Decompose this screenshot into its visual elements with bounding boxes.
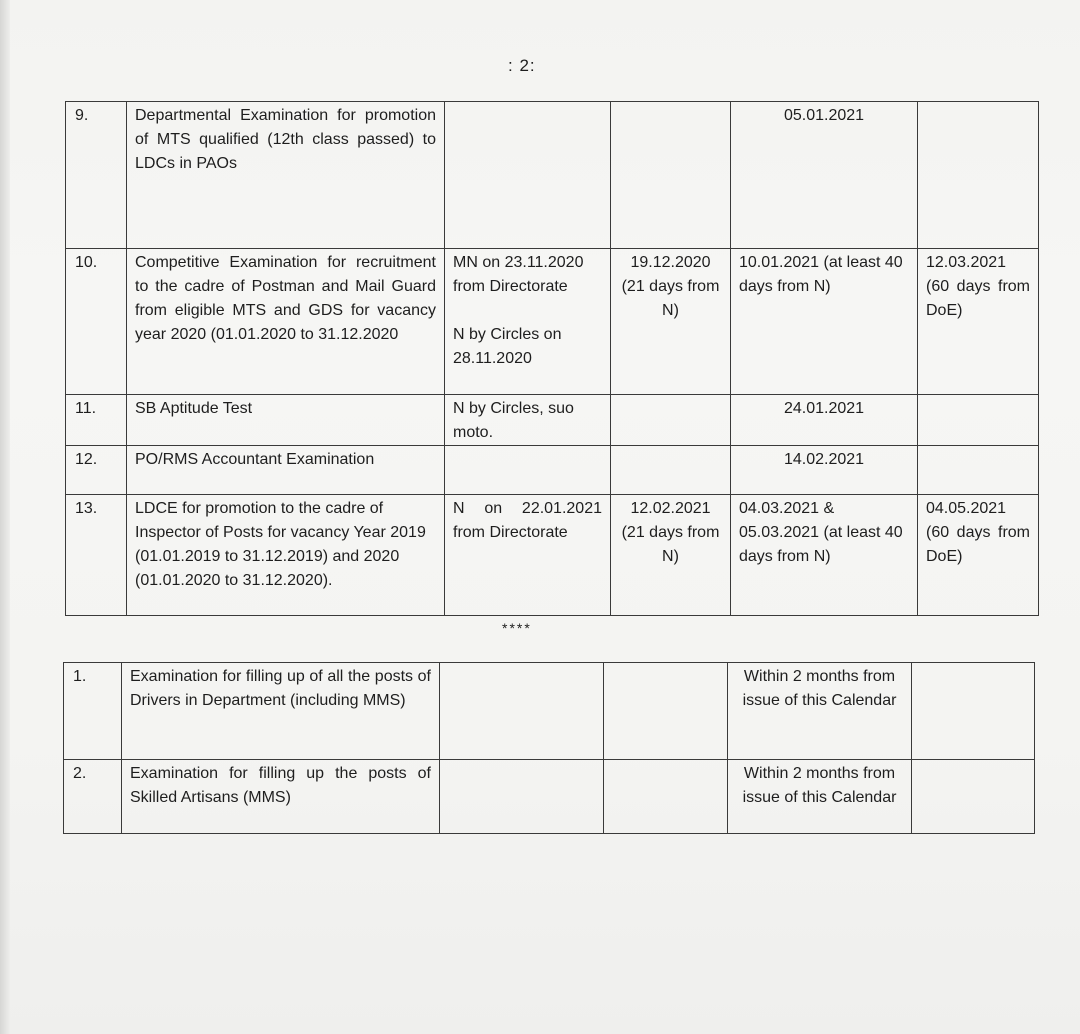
last-date-cell	[604, 760, 728, 834]
exam-date-cell: 24.01.2021	[731, 395, 918, 446]
row-number: 2.	[64, 760, 122, 834]
table-row	[66, 249, 1039, 395]
table-row	[64, 663, 1035, 760]
row-number: 11.	[66, 395, 127, 446]
exam-name: Departmental Examination for promotion of MTS qualified (12th class passed) to LDCs in PAOs	[127, 102, 445, 249]
exam-date-cell: 14.02.2021	[731, 446, 918, 495]
additional-exams-table	[63, 662, 1035, 834]
row-number: 12.	[66, 446, 127, 495]
last-date-cell	[611, 395, 731, 446]
notification-cell	[440, 760, 604, 834]
exam-name: SB Aptitude Test	[127, 395, 445, 446]
last-date-cell	[611, 446, 731, 495]
result-date-cell: 12.03.2021 (60 days from DoE)	[918, 249, 1039, 395]
exam-name: Examination for filling up the posts of Skilled Artisans (MMS)	[122, 760, 440, 834]
last-date-cell	[604, 663, 728, 760]
notification-cell	[445, 249, 611, 395]
notification-cell	[445, 446, 611, 495]
notification-cell: N by Circles, suo moto.	[445, 395, 611, 446]
exam-date-cell: 10.01.2021 (at least 40 days from N)	[731, 249, 918, 395]
row-number: 10.	[66, 249, 127, 395]
last-date-cell: 12.02.2021 (21 days from N)	[611, 495, 731, 616]
result-date-cell	[912, 663, 1035, 760]
exam-schedule-table	[65, 101, 1039, 616]
table-row	[66, 446, 1039, 495]
row-number: 13.	[66, 495, 127, 616]
result-date-cell	[912, 760, 1035, 834]
exam-date-cell: Within 2 months from issue of this Calendar	[728, 663, 912, 760]
exam-name: PO/RMS Accountant Examination	[127, 446, 445, 495]
last-date-cell: 19.12.2020 (21 days from N)	[611, 249, 731, 395]
section-separator: ****	[502, 620, 532, 636]
notification-cell	[440, 663, 604, 760]
exam-date-cell: Within 2 months from issue of this Calendar	[728, 760, 912, 834]
notification-text: MN on 23.11.2020 from Directorate	[453, 254, 584, 295]
result-date-cell: 04.05.2021 (60 days from DoE)	[918, 495, 1039, 616]
result-date-cell	[918, 446, 1039, 495]
notification-cell: N on 22.01.2021 from Directorate	[445, 495, 611, 616]
exam-date-cell: 05.01.2021	[731, 102, 918, 249]
last-date-cell	[611, 102, 731, 249]
table-row	[66, 495, 1039, 616]
table-row	[66, 102, 1039, 249]
page-number: : 2:	[508, 56, 536, 75]
exam-name: Examination for filling up of all the posts of Drivers in Department (including MMS)	[122, 663, 440, 760]
row-number: 1.	[64, 663, 122, 760]
table-row	[64, 760, 1035, 834]
result-date-cell	[918, 395, 1039, 446]
table-row	[66, 395, 1039, 446]
page-fold-shadow	[0, 0, 10, 1034]
row-number: 9.	[66, 102, 127, 249]
result-date-cell	[918, 102, 1039, 249]
exam-date-cell: 04.03.2021 & 05.03.2021 (at least 40 days from N)	[731, 495, 918, 616]
exam-name: LDCE for promotion to the cadre of Inspector of Posts for vacancy Year 2019 (01.01.2019 to 31.12.2019) and 2020 (01.01.2020 to 31.12.2020).	[127, 495, 445, 616]
notification-cell	[445, 102, 611, 249]
notification-extra-text: N by Circles on 28.11.2020	[453, 326, 562, 367]
exam-name: Competitive Examination for recruitment to the cadre of Postman and Mail Guard from eligible MTS and GDS for vacancy year 2020 (01.01.2020 to 31.12.2020	[127, 249, 445, 395]
